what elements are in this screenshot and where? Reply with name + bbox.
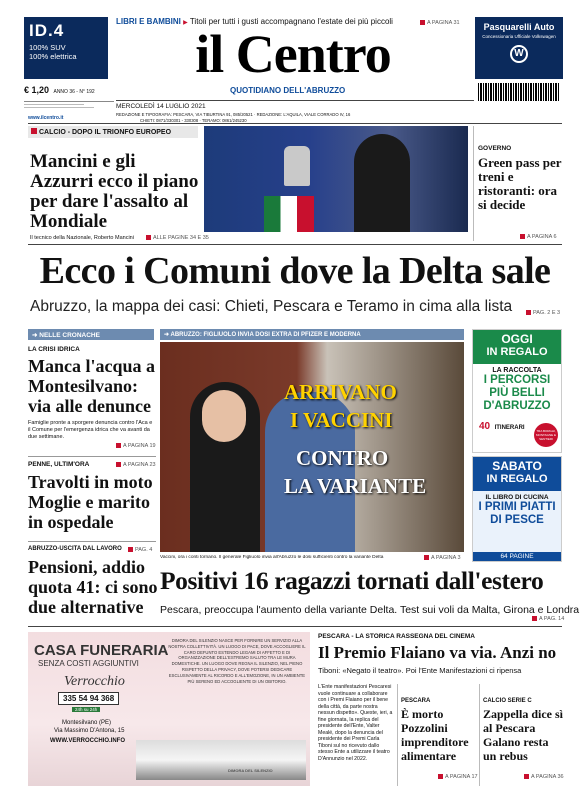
fun-h24: 24h su 24h xyxy=(72,707,100,712)
site-link[interactable]: www.ilcentro.it xyxy=(28,115,64,121)
fun-city: Montesilvano (PE) xyxy=(62,720,112,726)
ad-right-sub: Concessionaria Ufficiale Volkswagen xyxy=(482,34,556,39)
moto-page: A PAGINA 23 xyxy=(116,462,156,468)
flaiano-sub: Tiboni: «Negato il teatro». Poi l'Ente Manifestazioni ci ripensa xyxy=(318,666,522,675)
sport-headline[interactable]: Mancini e gli Azzurri ecco il piano per dare l'assalto al Mondiale xyxy=(30,151,199,232)
main-headline[interactable]: Ecco i Comuni dove la Delta sale xyxy=(39,250,551,292)
redazione: REDAZIONE E TIPOGRAFIA: PESCARA, VIA TIBURTINA 91, 085/20521 · REDAZIONE: L'AQUILA, VIALE CORRADO IV, 16 xyxy=(116,112,351,117)
pens-page: PAG. 4 xyxy=(128,547,152,553)
ad-pasquarelli[interactable] xyxy=(475,17,563,79)
positivi-headline[interactable]: Positivi 16 ragazzi tornati dall'estero xyxy=(160,566,544,595)
pens-kicker: ABRUZZO-USCITA DAL LAVORO xyxy=(28,546,122,552)
arrow-icon: ➜ xyxy=(164,332,171,338)
sabato-regalo-box[interactable] xyxy=(472,456,562,562)
ad-volkswagen-id4[interactable] xyxy=(24,17,108,79)
vw-logo-icon: W xyxy=(510,45,528,63)
oggi-la: LA RACCOLTA xyxy=(492,367,542,374)
topbar-label: LIBRI E BAMBINI xyxy=(116,17,181,26)
nelle-cronache-bar: ➜ NELLE CRONACHE xyxy=(28,329,154,340)
gov-page: A PAGINA 6 xyxy=(520,234,557,240)
water-page: A PAGINA 19 xyxy=(116,443,156,449)
person-figure xyxy=(354,134,410,232)
ad-line1: 100% SUV xyxy=(29,43,66,52)
vax-page: A PAGINA 3 xyxy=(424,555,461,561)
arrow-icon: ➜ xyxy=(32,332,40,339)
ad-right-brand: Pasquarelli Auto xyxy=(483,22,555,32)
flaiano-body: L'Ente manifestazioni Pescaresi vuole continuare a collaborare con i Premi Flaiano per il bene della città, da parte nostra nessun dispetto». Queste, ieri, a fine giornata, la replica del presidente dell'Ente, Valter Mealé, dopo la denuncia del presidente dei Premi Carla Tiboni sul no ricevuto dallo stesso Ente a utilizzare il teatro D'Annunzio nel 2022. xyxy=(318,684,393,762)
price-value: € 1,20 xyxy=(24,85,50,95)
ad-casa-funeraria[interactable] xyxy=(28,632,310,786)
water-body: Famiglie pronte a sporgere denuncia contro l'Aca e il Comune per l'emergenza idrica che va avanti da due settimane. xyxy=(28,420,153,440)
vax-kicker: ➜ ABRUZZO: FIGLIUOLO INVIA DOSI EXTRA DI PFIZER E MODERNA xyxy=(160,329,464,340)
main-sub: Abruzzo, la mappa dei casi: Chieti, Pescara e Teramo in cima alla lista xyxy=(30,298,513,315)
pens-headline[interactable]: Pensioni, addio quota 41: ci sono due alternative xyxy=(28,557,158,617)
fun-addr: Via Massimo D'Antona, 15 xyxy=(54,728,125,734)
oggi-regalo-box[interactable]: OGGI IN REGALO LA RACCOLTA I PERCORSI PIÙ BELLI D'ABRUZZO 40 ITINERARI TRA BORGHI, MONTAGNE E SENTIERI xyxy=(472,329,562,453)
barcode-icon xyxy=(478,83,560,101)
vax-caption: Vaccini, ora i conti tornano. Il generale Figliuolo invia all'Abruzzo le dosi sufficienti contro la variante Delta xyxy=(160,555,384,560)
chieti-teramo: CHIETI: 0871/330301 - 330308 · TERAMO: 0861/245230 xyxy=(140,118,247,123)
sab-title: I PRIMI PIATTI DI PESCE xyxy=(478,501,556,526)
vax-overlay-4: LA VARIANTE xyxy=(284,474,427,498)
flaiano-kicker: PESCARA - LA STORICA RASSEGNA DEL CINEMA xyxy=(318,633,475,640)
pozz-headline[interactable]: È morto Pozzolini imprenditore alimentare xyxy=(401,707,469,763)
fun-phone: 335 54 94 368 xyxy=(58,692,119,705)
building-image xyxy=(136,740,306,780)
masthead-subtitle: QUOTIDIANO DELL'ABRUZZO xyxy=(230,86,346,95)
pozz-page: A PAGINA 17 xyxy=(438,774,478,780)
vax-overlay-3: CONTRO xyxy=(296,446,389,470)
mancini-trophy-photo xyxy=(204,126,468,232)
oggi-header: OGGI IN REGALO xyxy=(473,330,561,364)
vaccine-photo xyxy=(160,342,464,552)
trophy-icon xyxy=(284,146,310,186)
fun-dimora: DIMORA DEL SILENZIO xyxy=(228,768,273,773)
oggi-badge: TRA BORGHI, MONTAGNE E SENTIERI xyxy=(534,423,558,447)
topbar-page: A PAGINA 31 xyxy=(420,20,460,26)
masthead-title: il Centro xyxy=(195,24,391,84)
pozz-kicker: PESCARA xyxy=(401,698,431,704)
sport-page: ALLE PAGINE 34 E 35 xyxy=(146,235,209,241)
triangle-icon: ▶ xyxy=(183,20,188,26)
issue-number: ANNO 36 - N° 192 xyxy=(53,89,95,95)
water-kicker: LA CRISI IDRICA xyxy=(28,346,80,353)
moto-kicker: PENNE, ULTIM'ORA xyxy=(28,461,90,468)
topbar-text: Titoli per tutti i gusti accompagnano l'estate dei più piccoli xyxy=(189,17,393,26)
vax-overlay-1: ARRIVANO xyxy=(284,380,397,404)
fun-sub: SENZA COSTI AGGIUNTIVI xyxy=(38,659,139,668)
moto-headline[interactable]: Travolti in moto Moglie e marito in ospedale xyxy=(28,472,153,532)
price-box xyxy=(24,80,114,108)
oggi-num: 40 xyxy=(479,421,491,432)
fun-title: CASA FUNERARIA xyxy=(34,642,169,659)
positivi-sub: Pescara, preoccupa l'aumento della variante Delta. Test sui voli da Malta, Girona e Londra xyxy=(160,604,580,616)
vax-overlay-2: I VACCINI xyxy=(290,408,393,432)
gov-headline[interactable]: Green pass per treni e ristoranti: ora si decide xyxy=(478,155,562,212)
gov-kicker: GOVERNO xyxy=(478,145,512,152)
sport-caption: Il tecnico della Nazionale, Roberto Mancini xyxy=(30,235,134,241)
ad-line2: 100% elettrica xyxy=(29,52,77,61)
positivi-page: A PAG. 14 xyxy=(532,616,564,622)
sab-pages: 64 PAGINE xyxy=(473,552,561,561)
fun-text: DIMORA DEL SILENZIO NASCE PER FORNIRE UN SERVIZIO ALLA NOSTRA COLLETTIVITÀ. UN LUOGO DI PACE, DOVE ACCOGLIERE IL CARO DEFUNTO ESTENDO LEGAMI DI AFFETTO E DI ORGANIZZAZIONE DELL'ESTREMO SALUTO TRA LE MURA DOMESTICHE. UN LUOGO DOVE REGNA IL SILENZIO, NEL PIENO RISPETTO DELLA PRIVACY, DOVE POTERSI DEDICARE ESCLUSIVAMENTE AL RICORDO E ALL'EMOZIONE, IN UN AMBIENTE PIÙ SERENO ED ACCOGLIENTE DI UN OBITORIO. xyxy=(168,638,306,684)
zapp-page: A PAGINA 36 xyxy=(524,774,564,780)
ad-brand: ID.4 xyxy=(29,21,65,40)
zapp-kicker: CALCIO SERIE C xyxy=(483,698,532,704)
water-headline[interactable]: Manca l'acqua a Montesilvano: via alle denunce xyxy=(28,356,156,416)
square-icon xyxy=(31,128,37,134)
fun-brand: Verrocchio xyxy=(64,674,125,689)
flaiano-headline[interactable]: Il Premio Flaiano va via. Anzi no xyxy=(318,643,557,662)
date: MERCOLEDÌ 14 LUGLIO 2021 xyxy=(116,103,206,110)
sab-header: SABATO IN REGALO xyxy=(473,457,561,491)
fun-web[interactable]: WWW.VERROCCHIO.INFO xyxy=(50,738,125,744)
sport-kicker: CALCIO - DOPO IL TRIONFO EUROPEO xyxy=(28,126,198,138)
oggi-title: I PERCORSI PIÙ BELLI D'ABRUZZO xyxy=(483,374,551,412)
zapp-headline[interactable]: Zappella dice sì al Pescara Galano resta un rebus xyxy=(483,707,564,763)
main-page: PAG. 2 E 3 xyxy=(526,310,560,316)
sab-label: IL LIBRO DI CUCINA xyxy=(485,494,549,501)
